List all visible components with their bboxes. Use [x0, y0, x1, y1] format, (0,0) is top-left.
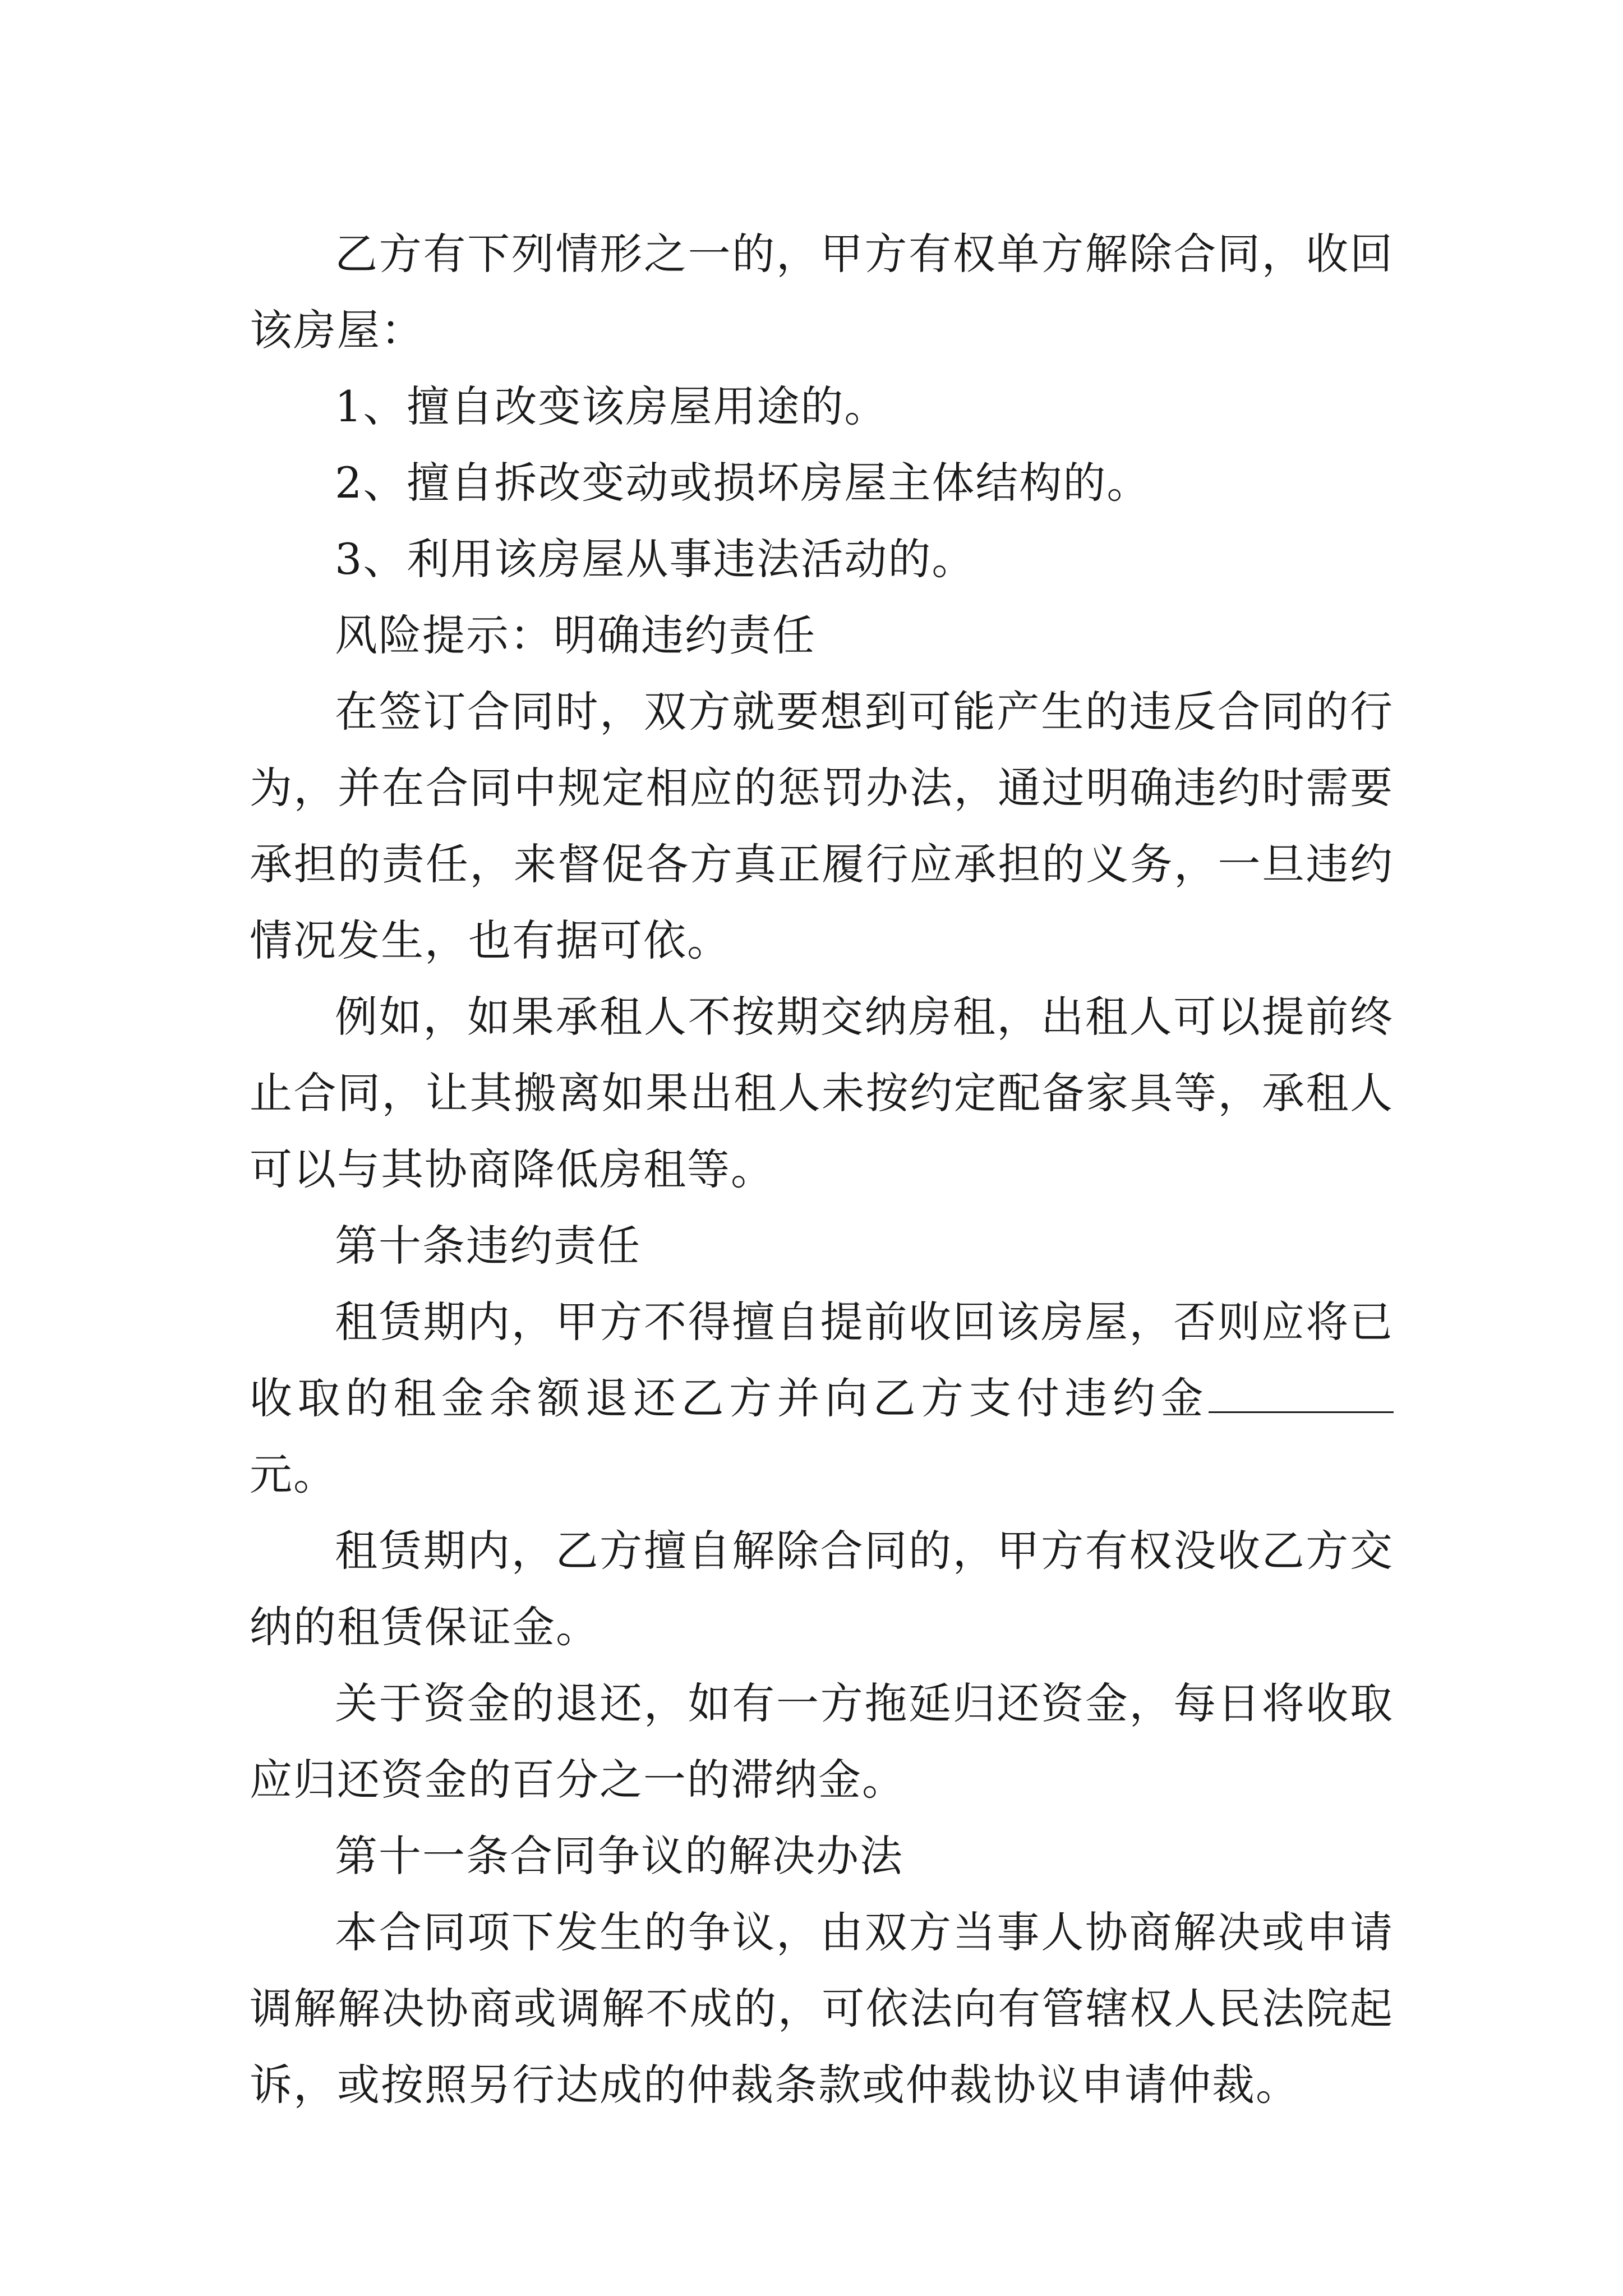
currency-unit: 元。	[250, 1450, 337, 1499]
paragraph-tenant-breach: 租赁期内，乙方擅自解除合同的，甲方有权没收乙方交纳的租赁保证金。	[250, 1526, 1394, 1652]
list-item-1: 1、擅自改变该房屋用途的。	[335, 381, 888, 431]
list-item-2: 2、擅自拆改变动或损坏房屋主体结构的。	[335, 458, 1151, 508]
article-11-heading: 第十一条合同争议的解决办法	[335, 1831, 903, 1881]
list-item-3: 3、利用该房屋从事违法活动的。	[335, 534, 976, 584]
paragraph-example: 例如，如果承租人不按期交纳房租，出租人可以提前终止合同，让其搬离如果出租人未按约定配备家具等，承租人可以与其协商降低房租等。	[250, 992, 1394, 1194]
paragraph-landlord-breach	[250, 1284, 1394, 1513]
landlord-breach-text: 租赁期内，甲方不得擅自提前收回该房屋，否则应将已收取的租金余额退还乙方并向乙方支付违约金	[250, 1297, 1394, 1423]
document-body	[250, 216, 1394, 2123]
paragraph-termination-conditions: 乙方有下列情形之一的，甲方有权单方解除合同，收回该房屋：	[250, 229, 1394, 355]
paragraph-dispute-resolution: 本合同项下发生的争议，由双方当事人协商解决或申请调解解决协商或调解不成的，可依法向有管辖权人民法院起诉，或按照另行达成的仲裁条款或仲裁协议申请仲裁。	[250, 1907, 1394, 2110]
penalty-amount-blank	[1209, 1378, 1394, 1413]
paragraph-risk-explanation: 在签订合同时，双方就要想到可能产生的违反合同的行为，并在合同中规定相应的惩罚办法，通过明确违约时需要承担的责任，来督促各方真正履行应承担的义务，一旦违约情况发生，也有据可依。	[250, 687, 1394, 965]
article-10-heading: 第十条违约责任	[335, 1221, 641, 1271]
risk-tip-heading: 风险提示：明确违约责任	[335, 610, 816, 660]
paragraph-late-fee: 关于资金的退还，如有一方拖延归还资金，每日将收取应归还资金的百分之一的滞纳金。	[250, 1678, 1394, 1805]
